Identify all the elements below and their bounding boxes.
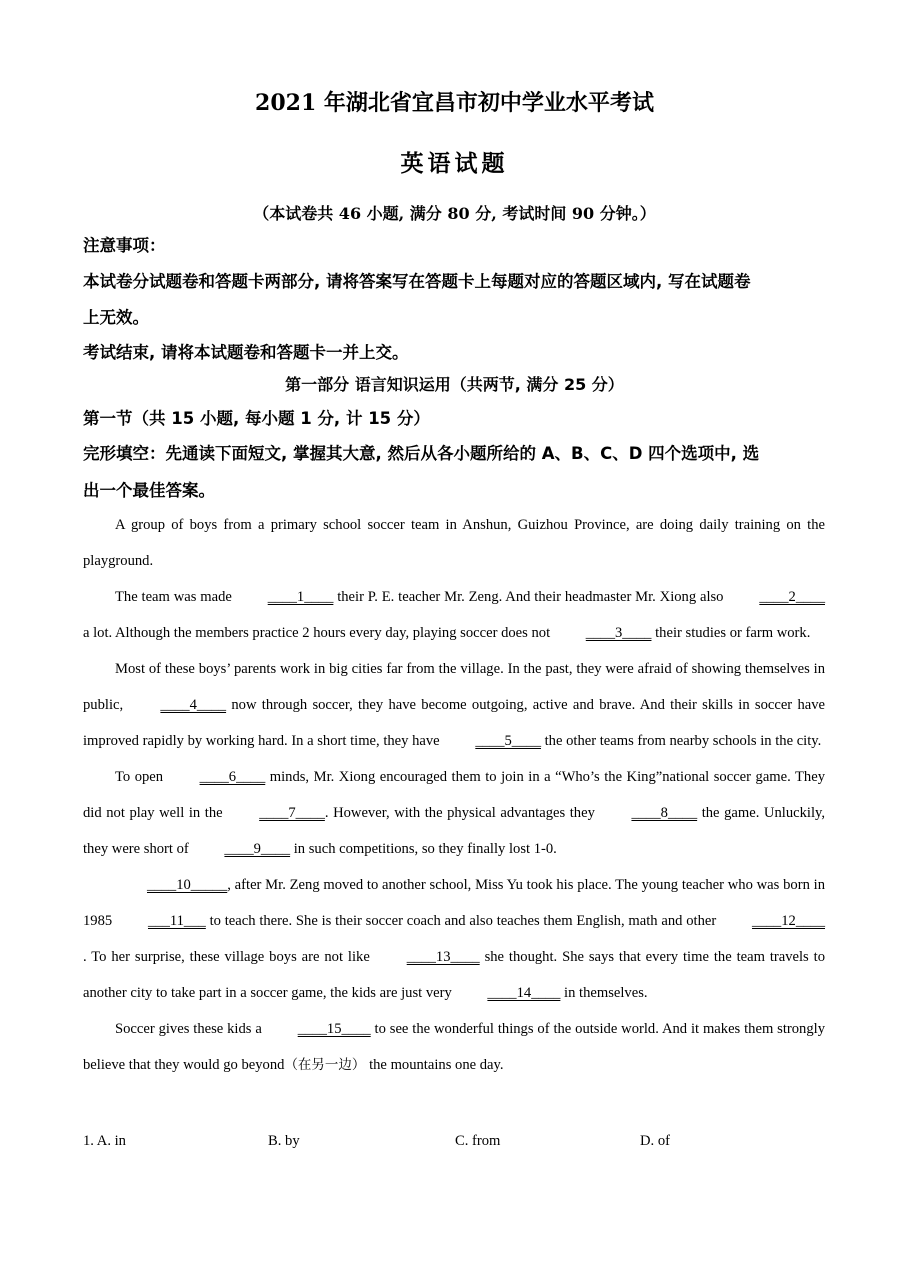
subject-title: 英语试题 (400, 150, 509, 177)
passage-text: she thought. She says that every time the team travels to another city to take part in a soccer game, the kids are just very (83, 949, 825, 1001)
blank-11: ___11___ (147, 913, 206, 929)
passage-text: Most of these boys’ parents work in big cities far from the village. In the past, they were afraid of showing themselves in public, (83, 661, 825, 713)
option-b: B. by (268, 1133, 300, 1149)
blank-3: ____3____ (585, 625, 652, 641)
notes-heading: 注意事项： (83, 236, 166, 255)
passage-text: . However, with the physical advantages they (324, 805, 600, 821)
instructions-line-2: 出一个最佳答案。 (83, 481, 215, 500)
passage-text: in themselves. (560, 985, 648, 1001)
notes-line-1-cont: 上无效。 (83, 308, 149, 327)
option-a: 1. A. in (83, 1133, 126, 1149)
section1-title: 第一节（共 15 小题, 每小题 1 分, 计 15 分） (83, 409, 430, 428)
passage-text: their P. E. teacher Mr. Zeng. And their headmaster Mr. Xiong also (333, 589, 728, 605)
passage-paragraph-4 (83, 759, 825, 867)
passage-text: the mountains one day. (365, 1057, 504, 1073)
blank-9: ____9____ (224, 841, 291, 857)
passage-paragraph-6 (83, 1011, 825, 1083)
exam-title: 2021 年湖北省宜昌市初中学业水平考试 (255, 90, 654, 116)
part1-title: 第一部分 语言知识运用（共两节, 满分 25 分） (285, 375, 624, 394)
option-c: C. from (455, 1133, 501, 1149)
passage-text: their studies or farm work. (651, 625, 811, 641)
passage-text: To open (115, 769, 168, 785)
passage-paragraph-5 (83, 867, 825, 1011)
blank-8: ____8____ (631, 805, 698, 821)
passage-text: a lot. Although the members practice 2 hours every day, playing soccer does not (83, 625, 554, 641)
passage-text: minds, Mr. Xiong encouraged them to join in a “Who’s the King”national soccer game. They did not play well in the (83, 769, 825, 821)
instructions-line-1: 完形填空：先通读下面短文, 掌握其大意, 然后从各小题所给的 A、B、C、D 四个选项中, 选 (83, 444, 760, 463)
passage-text: Soccer gives these kids a (115, 1021, 266, 1037)
notes-line-1: 本试卷分试题卷和答题卡两部分, 请将答案写在答题卡上每题对应的答题区域内, 写在试题卷 (83, 272, 751, 291)
passage-text: A group of boys from a primary school soccer team in Anshun, Guizhou Province, are doing daily training on the playground. (83, 517, 825, 569)
passage-text: , after Mr. Zeng moved to another school, Miss Yu took his place. The young teacher who was born in 1985 (83, 877, 825, 929)
passage-text: the other teams from nearby schools in the city. (540, 733, 822, 749)
blank-6: ____6____ (199, 769, 266, 785)
passage-paragraph-2 (83, 579, 825, 651)
blank-13: ____13____ (406, 949, 480, 965)
blank-10: ____10_____ (147, 877, 228, 893)
blank-12: ____12____ (752, 913, 825, 929)
blank-15: ____15____ (297, 1021, 371, 1037)
notes-line-2: 考试结束, 请将本试题卷和答题卡一并上交。 (83, 343, 409, 362)
chinese-gloss: （在另一边） (284, 1057, 366, 1073)
blank-4: ____4____ (160, 697, 227, 713)
blank-7: ____7____ (259, 805, 325, 821)
passage-text: . To her surprise, these village boys are not like (83, 949, 375, 965)
cloze-passage (83, 507, 825, 1083)
blank-2: ____2____ (759, 589, 825, 605)
passage-text: to teach there. She is their soccer coach and also teaches them English, math and other (205, 913, 721, 929)
passage-paragraph-3 (83, 651, 825, 759)
passage-text: the game. Unluckily, they were short of (83, 805, 825, 857)
passage-text: now through soccer, they have become outgoing, active and brave. And their skills in soccer have improved rapidly by working hard. In a short time, they have (83, 697, 825, 749)
blank-1: ____1____ (267, 589, 334, 605)
option-d: D. of (640, 1133, 670, 1149)
blank-14: ____14____ (487, 985, 561, 1001)
blank-5: ____5____ (475, 733, 541, 749)
exam-subtitle: （本试卷共 46 小题, 满分 80 分, 考试时间 90 分钟。） (253, 204, 656, 223)
passage-text: in such competitions, so they finally lost 1-0. (290, 841, 557, 857)
passage-text: The team was made (115, 589, 236, 605)
passage-text: to see the wonderful things of the outside world. And it makes them strongly believe that they would go beyond (83, 1021, 826, 1073)
passage-paragraph-1 (83, 507, 825, 579)
